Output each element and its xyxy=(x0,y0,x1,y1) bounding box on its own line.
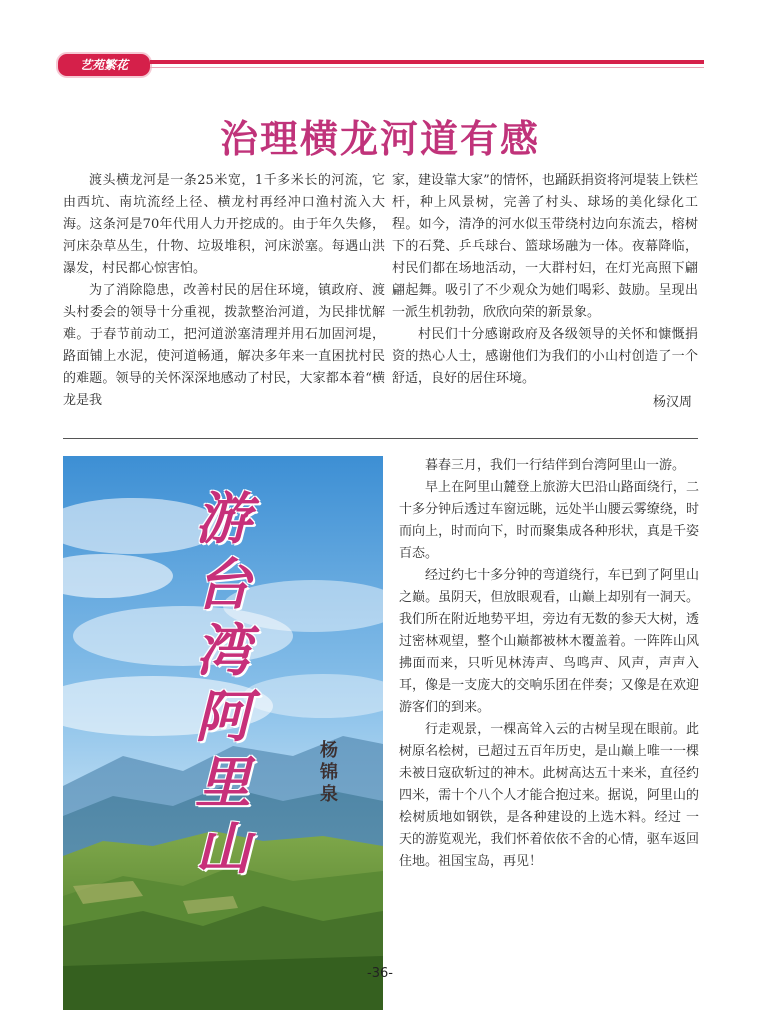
title-char: 游 xyxy=(195,486,251,552)
paragraph: 经过约七十多分钟的弯道绕行，车已到了阿里山之巅。虽阴天，但放眼观看，山巅上却别有一洞天。我们所在附近地势平坦，旁边有无数的参天大树，透过密林观望，整个山巅都被林木覆盖着。一阵阵山风拂面而来，只听见林涛声、鸟鸣声、风声，声声入耳，像是一支庞大的交响乐团在伴奏；又像是在欢迎游客们的到来。 xyxy=(399,568,699,715)
poem-title-vertical xyxy=(168,486,278,882)
article1-column-left xyxy=(63,170,385,412)
paragraph: 村民们十分感谢政府及各级领导的关怀和慷慨捐资的热心人士，感谢他们为我们的小山村创造了一个舒适，良好的居住环境。 xyxy=(392,327,698,386)
section-badge: 艺苑繁花 xyxy=(56,52,152,78)
page-number: -36- xyxy=(367,966,393,981)
title-char: 里 xyxy=(195,750,251,816)
article-divider xyxy=(63,438,698,439)
paragraph: 行走观景，一棵高耸入云的古树呈现在眼前。此树原名桧树，已超过五百年历史，是山巅上唯一一棵未被日寇砍斩过的神木。此树高达五十来米，直径约四米，需十个八个人才能合抱过来。据说，阿里山的桧树质地如钢铁，是各种建设的上选木料。经过 一天的游览观光，我们怀着依依不舍的心情，驱车返回住地。祖国宝岛，再见！ xyxy=(399,722,699,869)
title-char: 阿 xyxy=(195,684,251,750)
author-char: 泉 xyxy=(320,784,338,805)
paragraph: 早上在阿里山麓登上旅游大巴沿山路面绕行，二十多分钟后透过车窗远眺，远处半山腰云雾缭绕，时而向上，时而向下，时而聚集成各种形状，真是千姿百态。 xyxy=(399,480,699,561)
title-char: 湾 xyxy=(195,618,251,684)
article2-author-vertical xyxy=(318,740,340,806)
article2-body xyxy=(399,455,699,873)
title-char: 山 xyxy=(195,816,251,882)
title-char: 台 xyxy=(195,552,251,618)
author-char: 锦 xyxy=(320,762,338,783)
author-char: 杨 xyxy=(320,740,338,761)
header-rule xyxy=(150,60,704,64)
header-rule-thin xyxy=(150,67,704,68)
paragraph: 暮春三月，我们一行结伴到台湾阿里山一游。 xyxy=(425,458,686,473)
paragraph: 家，建设靠大家”的情怀，也踊跃捐资将河堤装上铁栏杆，种上风景树，完善了村头、球场的美化绿化工程。如今，清净的河水似玉带绕村边向东流去，榕树下的石凳、乒乓球台、篮球场融为一体。夜幕降临，村民们都在场地活动，一大群村妇，在灯光高照下翩翩起舞。吸引了不少观众为她们喝彩、鼓励。呈现出一派生机勃勃，欣欣向荣的新景象。 xyxy=(392,173,698,320)
paragraph: 渡头横龙河是一条25米宽，1千多米长的河流，它由西坑、南坑流经上径、横龙村再经冲口渔村流入大海。这条河是70年代用人力开挖成的。由于年久失修，河床杂草丛生，什物、垃圾堆积，河床淤塞。每遇山洪瀑发，村民都心惊害怕。 xyxy=(63,173,385,276)
article1-column-right xyxy=(392,170,698,414)
article-title: 治理横龙河道有感 xyxy=(219,117,540,161)
paragraph: 为了消除隐患，改善村民的居住环境，镇政府、渡头村委会的领导十分重视，拨款整治河道，为民排忧解难。于春节前动工，把河道淤塞清理并用石加固河堤，路面铺上水泥，使河道畅通，解决多年来一直困扰村民的难题。领导的关怀深深地感动了村民，大家都本着“横龙是我 xyxy=(63,283,385,408)
author-signature: 杨汉周 xyxy=(652,395,692,410)
